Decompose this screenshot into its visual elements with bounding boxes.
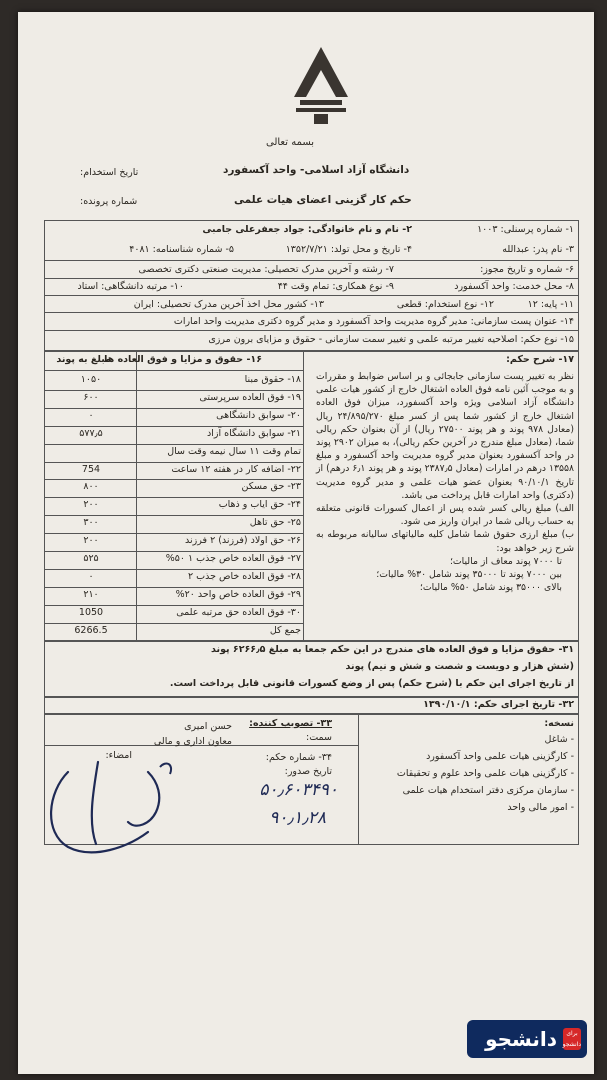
salary-row-divider — [44, 569, 303, 570]
birth-info: ۴- تاریخ و محل تولد: ۱۳۵۲/۷/۲۱ — [285, 244, 412, 255]
salary-row-divider — [44, 551, 303, 552]
signature-label: امضاء: — [105, 750, 132, 761]
field-of-study: ۷- رشته و آخرین مدرک تحصیلی: مدیریت صنعتی دکتری تخصصی — [138, 264, 394, 275]
salary-row-divider — [44, 515, 303, 516]
salary-row-label: ۲۷- فوق العاده خاص جذب ۱ ۵۰% — [165, 553, 301, 564]
salary-row-label: ۲۳- حق مسکن — [241, 481, 301, 493]
decree-number-label: ۳۴- شماره حکم: — [265, 752, 332, 763]
salary-row-amount: ۰ — [88, 570, 94, 582]
university-name: دانشگاه آزاد اسلامی- واحد آکسفورد — [223, 164, 410, 176]
salary-row-label: ۲۱- سوابق دانشگاه آزاد — [207, 427, 301, 439]
salary-row-amount: ۲۱۰ — [83, 588, 99, 600]
salary-row-label: ۲۲- اضافه کار در هفته ۱۲ ساعت — [171, 463, 301, 475]
salary-row-divider — [44, 623, 303, 624]
academic-rank: ۱۰- مرتبه دانشگاهی: استاد — [77, 281, 184, 292]
decree-type: ۱۵- نوع حکم: اصلاحیه تغییر مرتبه علمی و تغییر سمت سازمانی - حقوق و مزایای برون مرزی — [208, 334, 574, 345]
copy-recipient: - شاغل — [544, 734, 574, 745]
issue-date-label: تاریخ صدور: — [284, 766, 332, 777]
salary-row-divider — [44, 426, 303, 427]
salary-row-amount: ۰ — [88, 409, 94, 421]
watermark-badge: برای دانشجو — [562, 1030, 581, 1048]
salary-row-label: ۲۵- حق تاهل — [249, 517, 301, 529]
cooperation-type: ۹- نوع همکاری: تمام وقت ۴۴ — [277, 281, 394, 292]
handwritten-decree-number: ۵۰٫۶۰۳۴۹۰ — [259, 780, 338, 800]
salary-row-divider — [44, 479, 303, 480]
total-clause-line: از تاریخ اجرای این حکم با (شرح حکم) پس از وضع کسورات قانونی قابل پرداخت است. — [169, 678, 574, 689]
file-number-label: شماره پرونده: — [80, 196, 138, 207]
degree-country: ۱۳- کشور محل اخذ آخرین مدرک تحصیلی: ایران — [133, 299, 324, 310]
watermark-logo — [467, 1020, 587, 1058]
permit-info: ۶- شماره و تاریخ مجوز: — [480, 264, 574, 275]
decree-title: حکم کار گزینی اعضای هیات علمی — [234, 194, 412, 206]
letterhead-text: بسمه تعالی — [266, 137, 315, 148]
description-paragraph: نظر به تغییر پست سازمانی جابجائی و بر اساس ضوابط و مقررات و به موجب آئین نامه فوق العاده اشتغال خارج از کشور هیات علمی دانشگاه آزاد اسلامی ویژه واحد آکسفورد، میزان فوق العاده اشتغال خارج از کشور شما پس از کسر مبلغ ۲۴/۸۹۵/۲۷۰ ریال (معادل ۹۷۸ پوند و هر پوند ۲۷۵۰۰ ریال) از آن بعنوان حکم ریالی شما، (معادل مبلغ مندرج در آخرین حکم ریالی)، به میزان ۲۹۰۲ پوند در واحد آکسفورد بعنوان مدیر گروه مدیریت واحد آکسفورد و مبلغ ۱۳۵۵۸ درهم در امارات (معادل ۲۳۸۷٫۵ پوند و هر پوند ۶٫۱ درهم) از تاریخ ۹۰/۱۰/۱ بعنوان عضو هیات علمی و مدیر گروه مدیریت (دکتری) واحد امارات قابل پرداخت می باشد. — [316, 371, 574, 501]
copy-recipient: - کارگزینی هیات علمی واحد علوم و تحقیقات — [396, 768, 574, 779]
description-title: ۱۷- شرح حکم: — [506, 354, 574, 365]
salary-row-amount: ۱۰۵۰ — [80, 374, 102, 385]
salary-row-amount: ۵۲۵ — [83, 553, 99, 564]
copies-title: نسخه: — [544, 718, 574, 729]
salary-row-divider — [44, 390, 303, 391]
salary-row-amount: ۲۰۰ — [83, 499, 99, 511]
salary-row-label: ۲۹- فوق العاده خاص واحد ۲۰% — [175, 588, 301, 600]
salary-row-divider — [44, 444, 303, 445]
tax-item: بین ۷۰۰۰ پوند تا ۳۵۰۰۰ پوند شامل ۳۰% مالیات؛ — [376, 569, 562, 581]
tax-item: بالای ۳۵۰۰۰ پوند شامل ۵۰% مالیات؛ — [419, 582, 562, 594]
approver-title: ۳۳- تصویب کننده: — [249, 718, 332, 729]
salary-row-amount: ۸۰۰ — [83, 481, 99, 493]
salary-row-label: ۱۹- فوق العاده سرپرستی — [199, 391, 301, 403]
total-clause-line: ۳۱- حقوق مزایا و فوق العاده های مندرج در این حکم جمعا به مبلغ ۶۲۶۶٫۵ پوند — [211, 644, 574, 655]
salary-row-divider — [44, 497, 303, 498]
approver-name: حسن امیری — [184, 721, 232, 732]
handwritten-issue-date: ۹۰٫۱٫۲۸ — [269, 808, 326, 828]
copy-recipient: - امور مالی واحد — [507, 802, 574, 813]
salary-row-amount: ۲۰۰ — [83, 535, 99, 547]
salary-row-amount: ۳۰۰ — [83, 517, 99, 529]
salary-row-label: جمع کل — [269, 624, 301, 636]
salary-row-divider — [44, 533, 303, 534]
grade: ۱۱- پایه: ۱۲ — [527, 299, 574, 310]
service-place: ۸- محل خدمت: واحد آکسفورد — [454, 281, 574, 292]
salary-header-label: ۱۶- حقوق و مزایا و فوق العاده ها — [104, 354, 262, 365]
salary-row-amount: 754 — [81, 463, 101, 475]
salary-row-amount: ۶۰۰ — [83, 391, 99, 403]
signature-icon — [38, 752, 188, 862]
salary-row-label: تمام وقت ۱۱ سال نیمه وقت سال — [167, 445, 301, 457]
salary-row-divider — [44, 408, 303, 409]
salary-row-label: ۳۰- فوق العاده حق مرتبه علمی — [176, 606, 301, 618]
organizational-post: ۱۴- عنوان پست سازمانی: مدیر گروه مدیریت واحد آکسفورد و مدیر گروه دکتری مدیریت واحد امارات — [173, 316, 574, 327]
salary-row-label: ۲۰- سوابق دانشگاهی — [216, 409, 301, 421]
copy-recipient: - کارگزینی هیات علمی واحد آکسفورد — [426, 751, 574, 762]
approver-post-label: سمت: — [306, 732, 332, 743]
salary-row-divider — [44, 605, 303, 606]
employment-date-label: تاریخ استخدام: — [80, 167, 139, 178]
execution-date: ۳۲- تاریخ اجرای حکم: ۱۳۹۰/۱۰/۱ — [423, 699, 574, 710]
university-emblem-icon — [286, 42, 356, 132]
salary-row-amount: ۵۷۷٫۵ — [79, 427, 103, 439]
salary-row-label: ۲۸- فوق العاده خاص جذب ۲ — [188, 570, 301, 582]
personnel-number: ۱- شماره پرسنلی: ۱۰۰۳ — [477, 224, 574, 235]
salary-row-amount: 6266.5 — [74, 624, 108, 636]
description-paragraph: الف) مبلغ ریالی کسر شده پس از اعمال کسورات قانونی متعلقه به حساب ریالی شما در ایران واریز می شود. — [316, 503, 574, 528]
salary-header-amount: مبلغ به پوند — [56, 354, 111, 365]
watermark-text: دانشجو — [485, 1027, 557, 1051]
description-paragraph: ب) مبلغ ارزی حقوق شما شامل کلیه مالیاتهای سالیانه مربوطه به شرح زیر خواهد بود: — [316, 529, 574, 554]
decree-paper — [18, 12, 594, 1074]
salary-row-amount: 1050 — [78, 606, 104, 618]
copy-recipient: - سازمان مرکزی دفتر استخدام هیات علمی — [402, 785, 574, 796]
id-number: ۵- شماره شناسنامه: ۴۰۸۱ — [129, 244, 234, 255]
full-name: ۲- نام و نام خانوادگی: جواد جعفرعلی جامبی — [202, 224, 412, 235]
approver-post: معاون اداری و مالی — [153, 736, 232, 747]
tax-item: تا ۷۰۰۰ پوند معاف از مالیات؛ — [449, 555, 562, 567]
employment-type: ۱۲- نوع استخدام: قطعی — [396, 299, 494, 310]
salary-row-label: ۲۴- حق ایاب و ذهاب — [218, 499, 301, 511]
father-name: ۳- نام پدر: عبدالله — [502, 244, 574, 255]
total-clause-line: (شش هزار و دویست و شصت و شش و نیم) پوند — [345, 661, 574, 672]
description-body — [316, 370, 574, 594]
salary-row-label: ۲۶- حق اولاد (فرزند) ۲ فرزند — [185, 535, 301, 547]
salary-row-label: ۱۸- حقوق مبنا — [244, 374, 301, 385]
salary-row-divider — [44, 462, 303, 463]
salary-row-divider — [44, 587, 303, 588]
